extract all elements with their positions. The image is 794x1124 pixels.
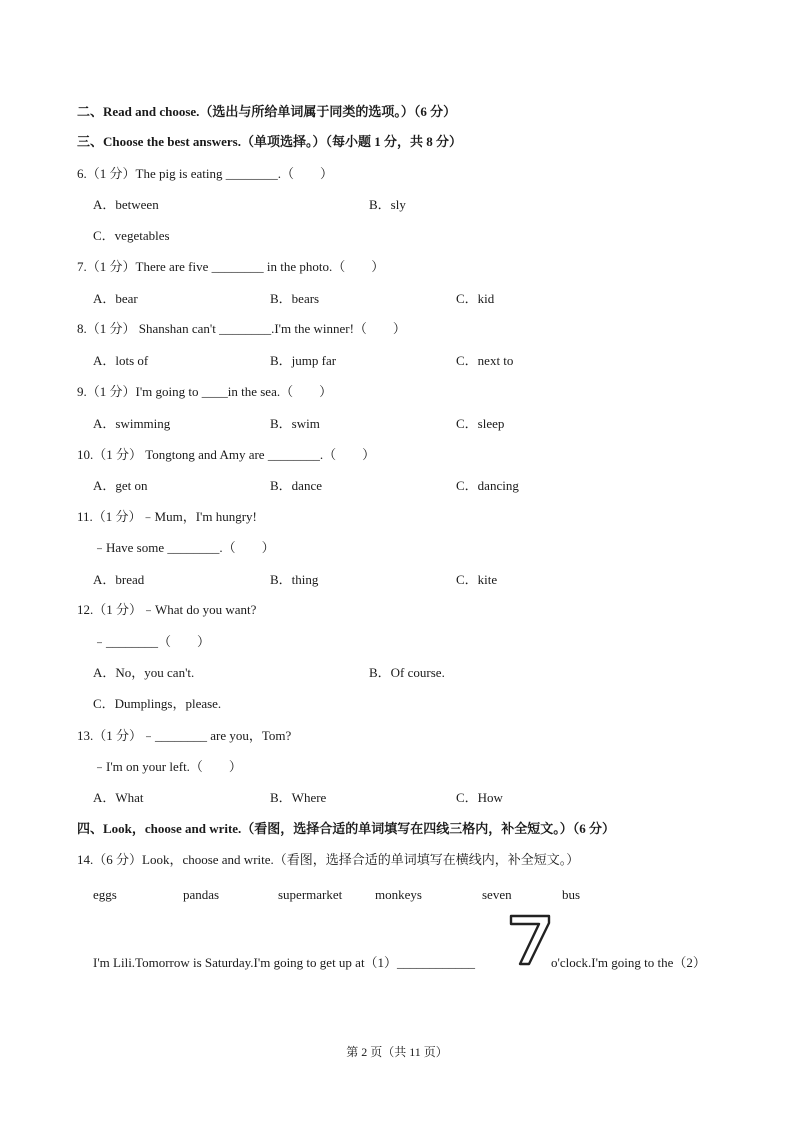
word-bank-item: bus (562, 887, 581, 902)
q9-option-a: A．swimming (93, 416, 171, 431)
q12-option-a: A．No，you can't. (93, 665, 195, 680)
q11-option-c: C．kite (456, 572, 498, 587)
passage-part-2: o'clock.I'm going to the（2） (551, 955, 706, 970)
question-11-reply: ﹣Have some ________.（ ） (93, 540, 275, 555)
word-bank-item: eggs (93, 887, 117, 902)
q8-option-c: C．next to (456, 353, 514, 368)
question-8: 8.（1 分） Shanshan can't ________.I'm the winner!（ ） (77, 321, 406, 336)
question-7: 7.（1 分）There are five ________ in the photo.（ ） (77, 259, 385, 274)
number-seven-picture (507, 912, 553, 968)
q10-option-c: C．dancing (456, 478, 519, 493)
q10-option-b: B．dance (270, 478, 322, 493)
section-4-heading: 四、Look，choose and write.（看图，选择合适的单词填写在四线三格内，补全短文。）（6 分） (77, 821, 616, 836)
q13-option-c: C．How (456, 790, 503, 805)
question-11: 11.（1 分）﹣Mum，I'm hungry! (77, 509, 257, 524)
q10-option-a: A．get on (93, 478, 148, 493)
q7-option-c: C．kid (456, 291, 495, 306)
section-3-heading: 三、Choose the best answers.（单项选择。）（每小题 1 分，共 8 分） (77, 134, 462, 149)
q7-option-b: B．bears (270, 291, 320, 306)
passage-part-1: I'm Lili.Tomorrow is Saturday.I'm going to get up at（1）____________ (93, 955, 476, 970)
page-footer: 第 2 页（共 11 页） (346, 1045, 448, 1059)
question-13-reply: ﹣I'm on your left.（ ） (93, 759, 242, 774)
question-10: 10.（1 分） Tongtong and Amy are ________.（ ） (77, 447, 376, 462)
question-12-reply: ﹣________（ ） (93, 634, 211, 649)
word-bank-item: monkeys (375, 887, 422, 902)
question-9: 9.（1 分）I'm going to ____in the sea.（ ） (77, 384, 333, 399)
q6-option-c: C．vegetables (93, 228, 170, 243)
word-bank-item: seven (482, 887, 512, 902)
q8-option-b: B．jump far (270, 353, 337, 368)
word-bank-item: supermarket (278, 887, 343, 902)
question-14: 14.（6 分）Look，choose and write.（看图，选择合适的单词填写在横线内，补全短文。） (77, 852, 580, 867)
q12-option-c: C．Dumplings，please. (93, 696, 222, 711)
q6-option-b: B．sly (369, 197, 406, 212)
q8-option-a: A．lots of (93, 353, 149, 368)
q7-option-a: A．bear (93, 291, 138, 306)
q6-option-a: A．between (93, 197, 159, 212)
question-12: 12.（1 分）﹣What do you want? (77, 602, 257, 617)
q12-option-b: B．Of course. (369, 665, 445, 680)
q11-option-a: A．bread (93, 572, 145, 587)
question-6: 6.（1 分）The pig is eating ________.（ ） (77, 166, 334, 181)
q13-option-b: B．Where (270, 790, 327, 805)
question-13: 13.（1 分）﹣________ are you，Tom? (77, 728, 292, 743)
q11-option-b: B．thing (270, 572, 319, 587)
q13-option-a: A．What (93, 790, 144, 805)
word-bank-item: pandas (183, 887, 220, 902)
section-2-heading: 二、Read and choose.（选出与所给单词属于同类的选项。）（6 分） (77, 104, 457, 119)
q9-option-b: B．swim (270, 416, 320, 431)
q9-option-c: C．sleep (456, 416, 505, 431)
